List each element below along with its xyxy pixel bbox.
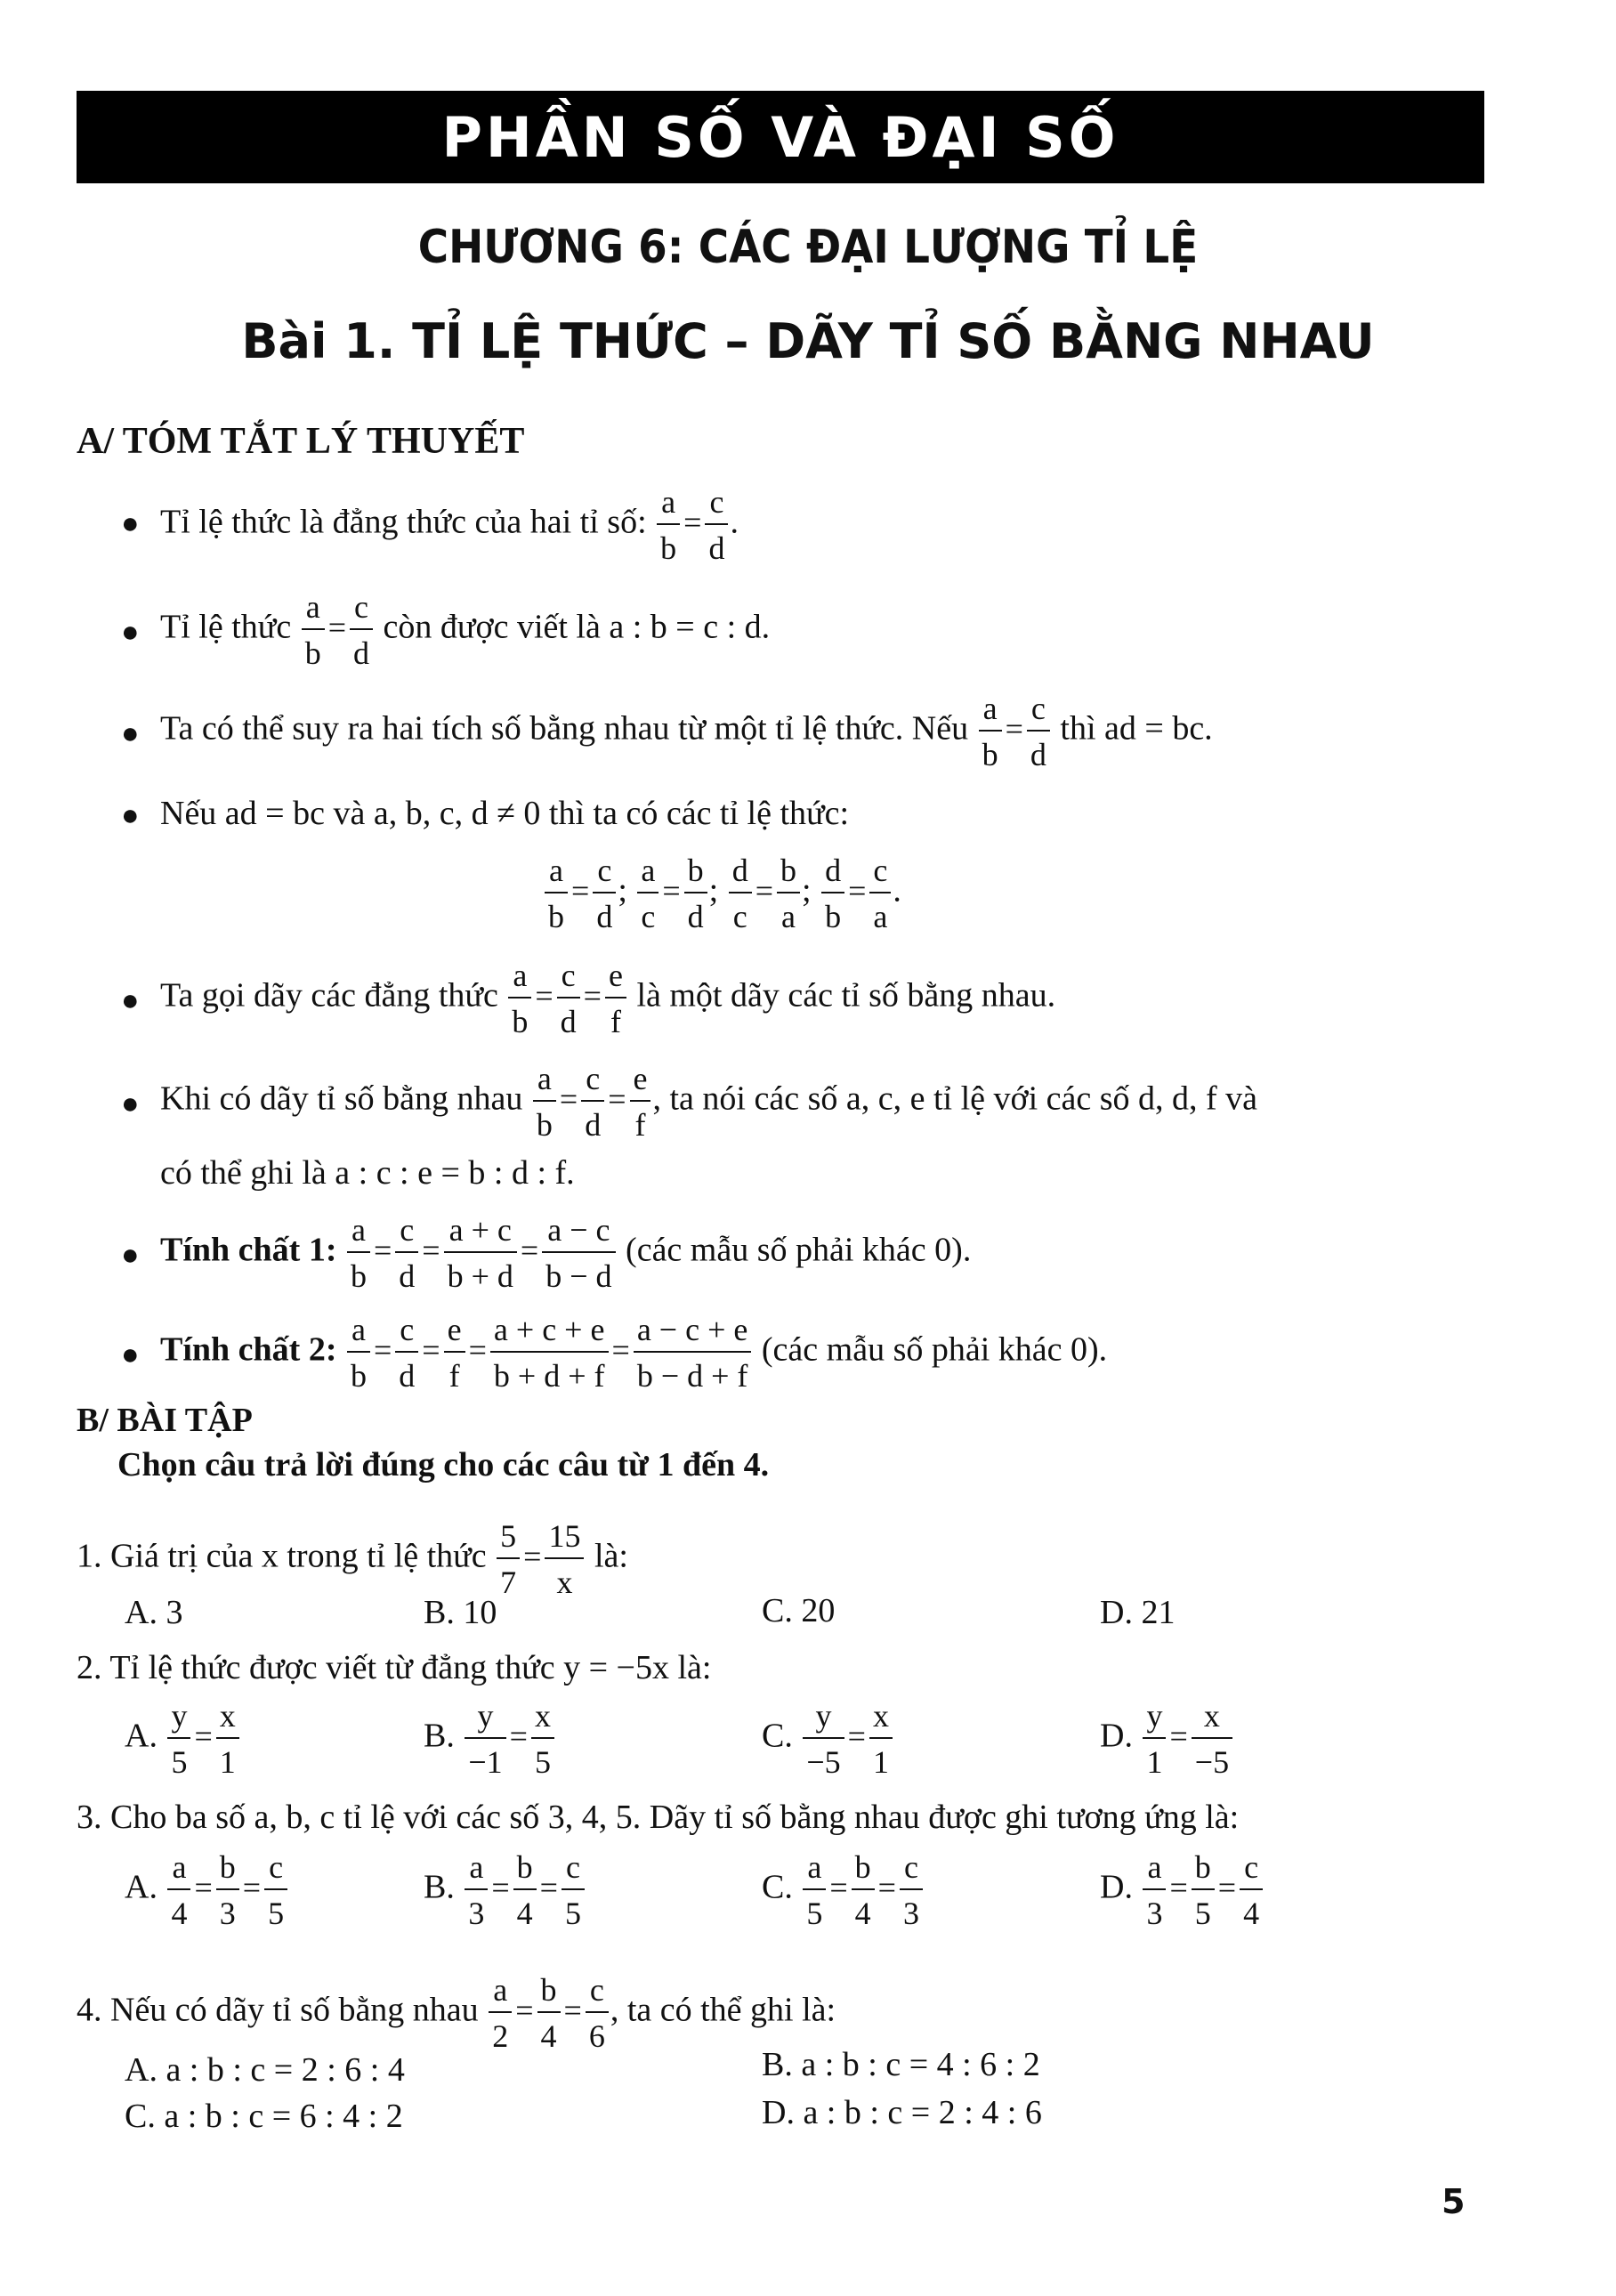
theory-item-6-text: Khi có dãy tỉ số bằng nhau (160, 1079, 523, 1118)
fraction: $\frac{a}{b}$ (302, 591, 325, 669)
q1-option-b: B. 10 (424, 1594, 497, 1631)
property-2: Tính chất 2: $\frac{a}{b}$ = $\frac{c}{d}$ = $\frac{e}{f}$ = $\frac{a + c + e}{b + d + f}$ = $\frac{a - c + e}{b - d + f}$ (các mẫu số phải khác 0). (160, 1312, 1108, 1394)
theory-item-5: Ta gọi dãy các đẳng thức $\frac{a}{b}$ = $\frac{c}{d}$ = $\frac{e}{f}$ là một dãy các tỉ số bằng nhau. (160, 958, 1056, 1039)
theory-item-5-text: Ta gọi dãy các đẳng thức (160, 976, 498, 1015)
theory-item-6-line2: có thể ghi là a : c : e = b : d : f. (160, 1154, 575, 1192)
fraction: $\frac{a}{b}$ (979, 692, 1002, 771)
theory-item-3-text: Ta có thể suy ra hai tích số bằng nhau từ một tỉ lệ thức. Nếu (160, 709, 969, 748)
q1-option-a: A. 3 (125, 1594, 183, 1631)
theory-heading: A/ TÓM TẮT LÝ THUYẾT (77, 421, 525, 462)
bullet-dot: ● (121, 799, 140, 832)
property-2-note: (các mẫu số phải khác 0). (761, 1330, 1108, 1369)
exercise-heading: B/ BÀI TẬP (77, 1402, 253, 1439)
bullet-dot: ● (121, 616, 140, 649)
part-banner (77, 91, 1484, 183)
theory-item-3-post: thì ad = bc. (1060, 709, 1213, 748)
derived-proportions: $\frac{a}{b}$ = $\frac{c}{d}$ ; $\frac{a}{c}$ = $\frac{b}{d}$ ; $\frac{d}{c}$ = $\frac{b}{a}$ ; $\frac{d}{b}$ = $\frac{c}{a}$ . (543, 854, 901, 933)
fraction: $\frac{c}{d}$ (705, 486, 728, 564)
theory-item-2-post: còn được viết là a : b = c : d. (383, 608, 771, 646)
q2-option-d: D. $\frac{y}{1}$ = $\frac{x}{-5}$ (1100, 1700, 1234, 1778)
question-4-post: , ta có thể ghi là: (610, 1991, 836, 2029)
q2-option-a: A. $\frac{y}{5}$ = $\frac{x}{1}$ (125, 1700, 241, 1778)
bullet-dot: ● (121, 1087, 140, 1120)
q1-option-d: D. 21 (1100, 1594, 1176, 1631)
fraction: $\frac{c}{d}$ (1027, 692, 1050, 771)
q4-option-d: D. a : b : c = 2 : 4 : 6 (762, 2094, 1042, 2131)
theory-item-1-text: Tỉ lệ thức là đẳng thức của hai tỉ số: (160, 503, 647, 541)
theory-item-1: Tỉ lệ thức là đẳng thức của hai tỉ số: $\frac{a}{b}$ = $\frac{c}{d}$ . (160, 484, 739, 566)
chapter-title: CHƯƠNG 6: CÁC ĐẠI LƯỢNG TỈ LỆ (417, 221, 1199, 274)
theory-item-2: Tỉ lệ thức $\frac{a}{b}$ = $\frac{c}{d}$ còn được viết là a : b = c : d. (160, 589, 771, 671)
question-1-post: là: (594, 1537, 628, 1575)
property-1: Tính chất 1: $\frac{a}{b}$ = $\frac{c}{d}$ = $\frac{a + c}{b + d}$ = $\frac{a - c}{b - d}$ (các mẫu số phải khác 0). (160, 1212, 972, 1294)
q2-option-c: C. $\frac{y}{-5}$ = $\frac{x}{1}$ (762, 1700, 894, 1778)
fraction: $\frac{c}{d}$ (350, 591, 373, 669)
theory-item-6: Khi có dãy tỉ số bằng nhau $\frac{a}{b}$ = $\frac{c}{d}$ = $\frac{e}{f}$ , ta nói các số a, c, e tỉ lệ với các số d, d, f và (160, 1061, 1258, 1143)
bullet-dot: ● (121, 507, 140, 540)
theory-item-5-post: là một dãy các tỉ số bằng nhau. (636, 976, 1056, 1015)
question-4-text: 4. Nếu có dãy tỉ số bằng nhau (77, 1991, 479, 2029)
q3-option-d: D. $\frac{a}{3}$ = $\frac{b}{5}$ = $\frac{c}{4}$ (1100, 1851, 1265, 1929)
q4-option-c: C. a : b : c = 6 : 4 : 2 (125, 2098, 403, 2135)
page-number: 5 (1442, 2182, 1466, 2221)
question-4: 4. Nếu có dãy tỉ số bằng nhau $\frac{a}{2}$ = $\frac{b}{4}$ = $\frac{c}{6}$ , ta có thể ghi là: (77, 1972, 836, 2054)
q4-option-b: B. a : b : c = 4 : 6 : 2 (762, 2046, 1040, 2083)
question-1: 1. Giá trị của x trong tỉ lệ thức $\frac{5}{7}$ = $\frac{15}{x}$ là: (77, 1518, 628, 1600)
theory-item-6-post: , ta nói các số a, c, e tỉ lệ với các số d, d, f và (652, 1079, 1258, 1118)
bullet-dot: ● (121, 1239, 140, 1272)
theory-item-3: Ta có thể suy ra hai tích số bằng nhau từ một tỉ lệ thức. Nếu $\frac{a}{b}$ = $\frac{c}{d}$ thì ad = bc. (160, 691, 1213, 772)
theory-item-4: Nếu ad = bc và a, b, c, d ≠ 0 thì ta có các tỉ lệ thức: (160, 795, 850, 832)
lesson-title: Bài 1. TỈ LỆ THỨC – DÃY TỈ SỐ BẰNG NHAU (241, 313, 1375, 369)
property-1-label: Tính chất 1: (160, 1231, 337, 1269)
question-2: 2. Tỉ lệ thức được viết từ đẳng thức y = −5x là: (77, 1649, 712, 1686)
part-banner-text: PHẦN SỐ VÀ ĐẠI SỐ (441, 104, 1119, 170)
question-1-text: 1. Giá trị của x trong tỉ lệ thức (77, 1537, 487, 1575)
property-2-label: Tính chất 2: (160, 1330, 337, 1369)
q3-option-b: B. $\frac{a}{3}$ = $\frac{b}{4}$ = $\frac{c}{5}$ (424, 1851, 586, 1929)
bullet-dot: ● (121, 1338, 140, 1371)
q4-option-a: A. a : b : c = 2 : 6 : 4 (125, 2051, 405, 2089)
bullet-dot: ● (121, 717, 140, 750)
q3-option-c: C. $\frac{a}{5}$ = $\frac{b}{4}$ = $\frac{c}{3}$ (762, 1851, 925, 1929)
exercise-intro: Chọn câu trả lời đúng cho các câu từ 1 đến 4. (117, 1446, 770, 1484)
fraction: $\frac{a}{b}$ (657, 486, 680, 564)
q1-option-c: C. 20 (762, 1592, 836, 1629)
q3-option-a: A. $\frac{a}{4}$ = $\frac{b}{3}$ = $\frac{c}{5}$ (125, 1851, 289, 1929)
q2-option-b: B. $\frac{y}{-1}$ = $\frac{x}{5}$ (424, 1700, 556, 1778)
question-3: 3. Cho ba số a, b, c tỉ lệ với các số 3, 4, 5. Dãy tỉ số bằng nhau được ghi tương ứng là: (77, 1799, 1240, 1836)
theory-item-2-text: Tỉ lệ thức (160, 608, 292, 646)
property-1-note: (các mẫu số phải khác 0). (626, 1231, 972, 1269)
bullet-dot: ● (121, 984, 140, 1017)
